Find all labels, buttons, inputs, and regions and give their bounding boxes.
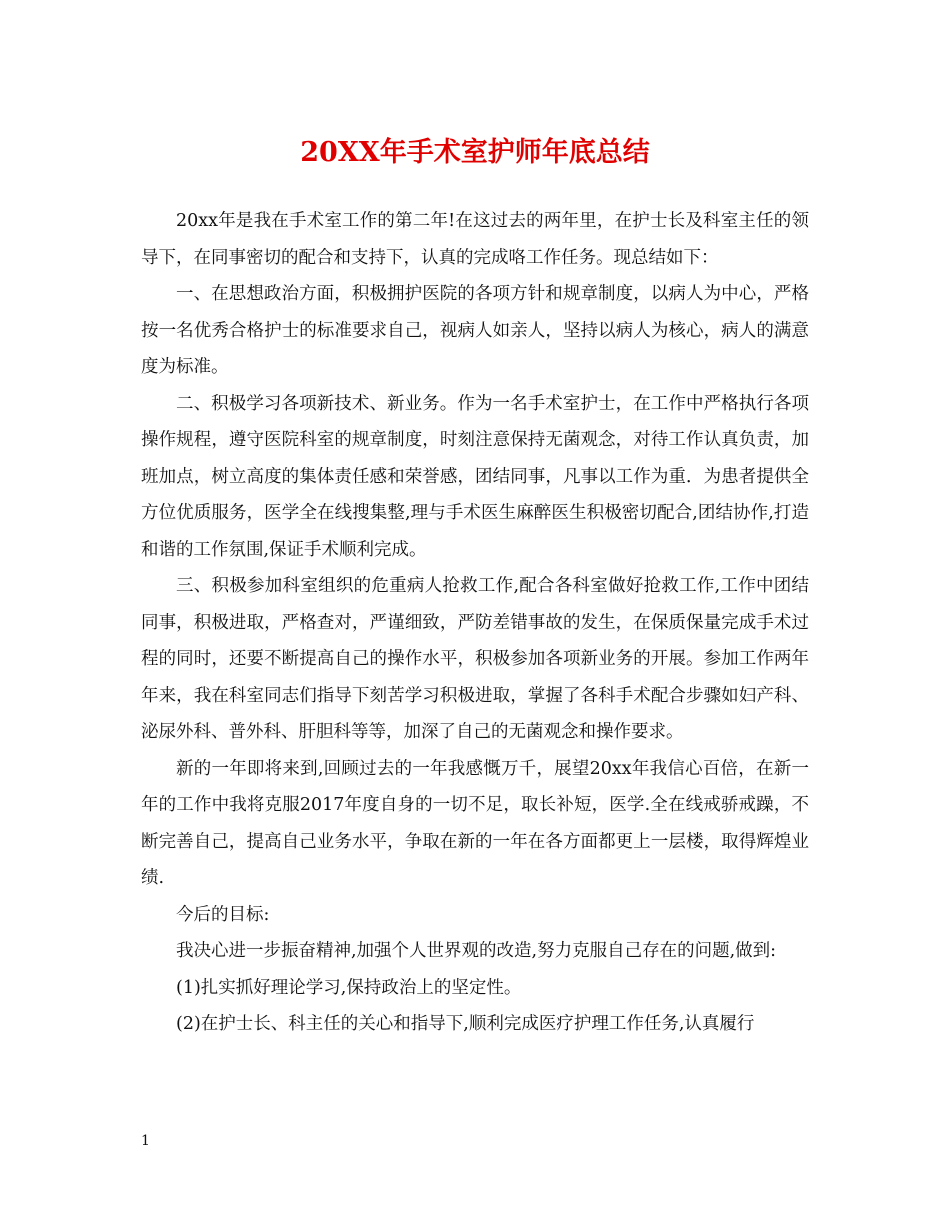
paragraph-politics: 一、在思想政治方面，积极拥护医院的各项方针和规章制度，以病人为中心，严格按一名优秀合格护士的标准要求自己，视病人如亲人，坚持以病人为核心，病人的满意度为标准。 [141,284,809,377]
paragraph-goals-heading: 今后的目标: [176,904,270,925]
paragraph-learning: 二、积极学习各项新技术、新业务。作为一名手术室护士，在工作中严格执行各项操作规程，遵守医院科室的规章制度，时刻注意保持无菌观念，对待工作认真负责，加班加点，树立高度的集体责任感和荣誉感，团结同事，凡事以工作为重．为患者提供全方位优质服务，医学全在线搜集整,理与手术医生麻醉医生积极密切配合,团结协作,打造和谐的工作氛围,保证手术顺利完成。 [141,393,809,560]
paragraph-rescue: 三、积极参加科室组织的危重病人抢救工作,配合各科室做好抢救工作,工作中团结同事，积极进取，严格查对，严谨细致，严防差错事故的发生，在保质保量完成手术过程的同时，还要不断提高自己的操作水平，积极参加各项新业务的开展。参加工作两年年来，我在科室同志们指导下刻苦学习积极进取，掌握了各科手术配合步骤如妇产科、泌尿外科、普外科、肝胆科等等，加深了自己的无菌观念和操作要求。 [141,576,809,742]
paragraph-new-year: 新的一年即将来到,回顾过去的一年我感慨万千，展望20xx年我信心百倍，在新一年的工作中我将克服2017年度自身的一切不足，取长补短，医学.全在线戒骄戒躁，不断完善自己，提高自己业务水平，争取在新的一年在各方面都更上一层楼，取得辉煌业绩. [141,758,809,888]
paragraph-goal-2: (2)在护士长、科主任的关心和指导下,顺利完成医疗护理工作任务,认真履行 [176,1014,755,1034]
paragraph-goal-1: (1)扎实抓好理论学习,保持政治上的坚定性。 [176,977,522,998]
document-title: 20XX年手术室护师年底总结 [300,137,650,168]
page-number: 1 [141,1133,150,1149]
paragraph-determination: 我决心进一步振奋精神,加强个人世界观的改造,努力克服自己存在的问题,做到: [176,941,777,961]
paragraph-intro: 20xx年是我在手术室工作的第二年!在这过去的两年里，在护士长及科室主任的领导下，在同事密切的配合和支持下，认真的完成咯工作任务。现总结如下： [141,211,809,268]
document-body [141,203,809,1043]
